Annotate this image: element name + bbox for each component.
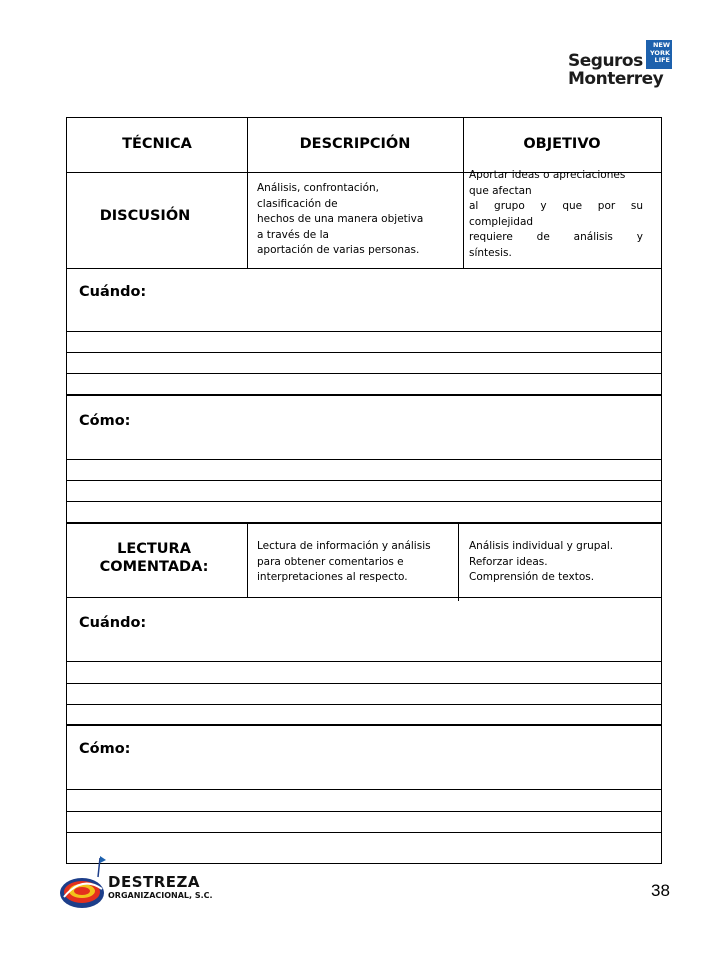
monterrey-word: Monterrey (568, 69, 664, 89)
cuando-answer-line[interactable] (67, 683, 661, 684)
column-divider-1 (247, 523, 248, 597)
obj-line: que afectan (469, 184, 532, 197)
obj-line: síntesis. (469, 246, 512, 259)
nyl-line2: YORK (649, 48, 670, 57)
como-answer-line[interactable] (67, 501, 661, 502)
column-divider-2 (458, 523, 459, 601)
como-label: Cómo: (79, 413, 131, 429)
seguros-word: Seguros (568, 51, 643, 71)
nyl-line3: LIFE (654, 56, 670, 64)
destreza-emblem-icon (56, 855, 112, 915)
section-divider (67, 394, 661, 396)
cuando-answer-line[interactable] (67, 661, 661, 662)
header-tecnica: TÉCNICA (122, 136, 192, 152)
destreza-organizacional-logo (56, 855, 226, 915)
desc-line: Lectura de información y análisis (257, 540, 431, 552)
section-divider (67, 724, 661, 726)
tecnica-lectura-comentada (67, 540, 241, 576)
como-answer-line[interactable] (67, 811, 661, 812)
desc-line: interpretaciones al respecto. (257, 571, 408, 583)
descripcion-lectura (257, 539, 457, 586)
como-answer-line[interactable] (67, 480, 661, 481)
page-number: 38 (651, 881, 670, 900)
desc-line: aportación de varias personas. (257, 244, 420, 256)
como-answer-line[interactable] (67, 832, 661, 833)
tecnica-discusion: DISCUSIÓN (99, 208, 191, 224)
tecnica-line: LECTURA (117, 541, 191, 557)
tecnica-line: COMENTADA: (99, 559, 209, 575)
desc-line: Análisis, confrontación, (257, 182, 380, 194)
obj-line: requiere de análisis y (469, 231, 643, 243)
techniques-table (66, 117, 662, 864)
cuando-answer-line[interactable] (67, 704, 661, 705)
obj-line: complejidad (469, 215, 534, 228)
obj-line: Comprensión de textos. (469, 571, 595, 583)
destreza-wordmark: DESTREZA (108, 873, 201, 891)
row1-bottom-line (67, 268, 661, 269)
header-descripcion: DESCRIPCIÓN (299, 136, 411, 152)
desc-line: para obtener comentarios e (257, 555, 404, 568)
new-york-life-badge (646, 40, 672, 69)
organizacional-wordmark: ORGANIZACIONAL, S.C. (108, 891, 213, 900)
cuando-answer-line[interactable] (67, 331, 661, 332)
desc-line: hechos de una manera objetiva (257, 213, 424, 225)
cuando-answer-line[interactable] (67, 352, 661, 353)
como-label: Cómo: (79, 741, 131, 757)
objetivo-lectura (469, 539, 649, 586)
cuando-answer-line[interactable] (67, 373, 661, 374)
obj-line: Análisis individual y grupal. (469, 540, 614, 552)
obj-line: al grupo y que por su (469, 200, 643, 212)
row2-bottom-line (67, 597, 661, 598)
desc-line: a través de la (257, 228, 329, 241)
como-answer-line[interactable] (67, 789, 661, 790)
obj-line: Aportar ideas o apreciaciones (469, 169, 626, 181)
cuando-label: Cuándo: (79, 284, 147, 300)
section-divider (67, 522, 661, 524)
nyl-line1: NEW (652, 41, 670, 49)
objetivo-discusion (469, 168, 643, 266)
obj-line: Reforzar ideas. (469, 555, 548, 568)
seguros-monterrey-logo (568, 40, 674, 96)
como-answer-line[interactable] (67, 459, 661, 460)
header-objetivo: OBJETIVO (523, 136, 601, 152)
desc-line: clasificación de (257, 197, 338, 210)
descripcion-discusion (257, 181, 457, 259)
cuando-label: Cuándo: (79, 615, 147, 631)
